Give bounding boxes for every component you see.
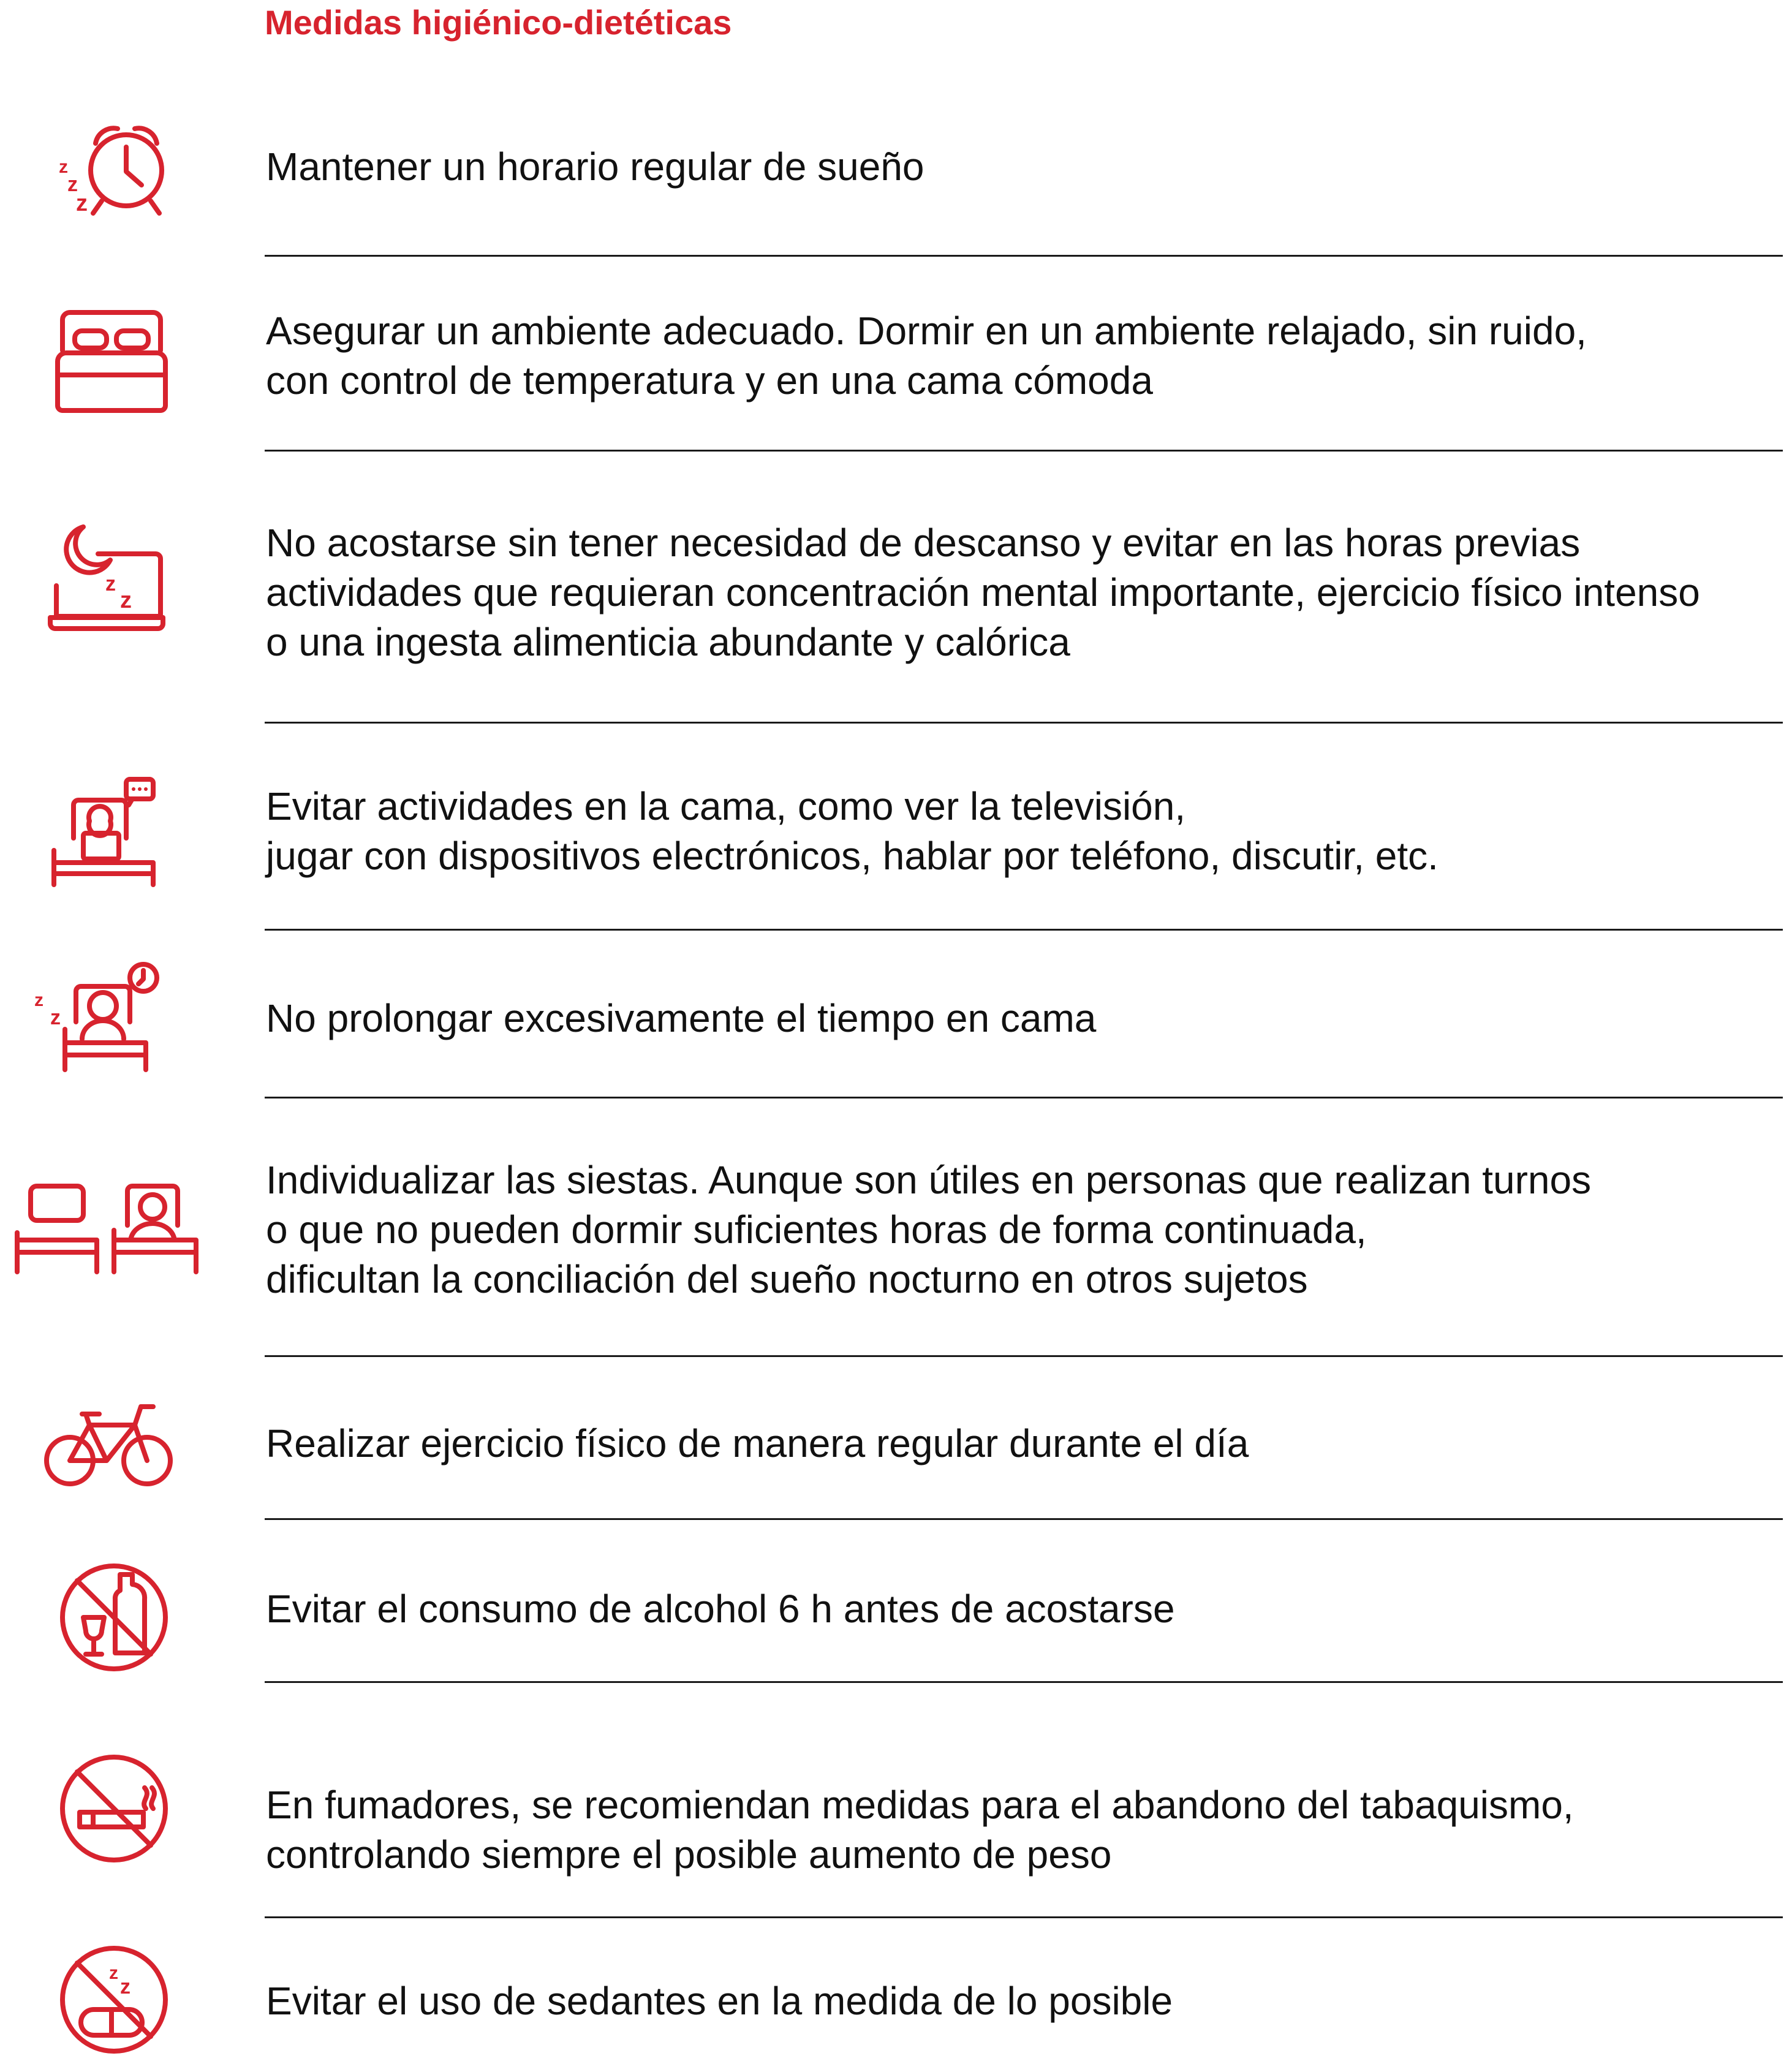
- svg-text:z: z: [67, 173, 78, 196]
- item-text-line: con control de temperatura y en una cama cómoda: [266, 358, 1153, 403]
- divider: [265, 1518, 1783, 1520]
- divider: [265, 1916, 1783, 1918]
- svg-text:z: z: [109, 1963, 118, 1983]
- divider: [265, 1681, 1783, 1683]
- item-text-line: No prolongar excesivamente el tiempo en cama: [266, 996, 1097, 1040]
- divider: [265, 929, 1783, 931]
- no-alcohol-icon: [59, 1562, 169, 1673]
- no-sedatives-icon: [59, 1945, 169, 2055]
- divider: [265, 1355, 1783, 1357]
- item-text-line: Asegurar un ambiente adecuado. Dormir en un ambiente relajado, sin ruido,: [266, 309, 1587, 353]
- laptop-moon-sleep-icon: [47, 524, 169, 635]
- alarm-clock-sleep-icon: [59, 123, 181, 227]
- item-text-line: Individualizar las siestas. Aunque son útiles en personas que realizan turnos: [266, 1158, 1592, 1202]
- item-text-line: Evitar el consumo de alcohol 6 h antes de acostarse: [266, 1587, 1175, 1631]
- item-text-line: Evitar actividades en la cama, como ver la televisión,: [266, 784, 1186, 828]
- svg-text:z: z: [34, 990, 43, 1010]
- item-text-line: controlando siempre el posible aumento de peso: [266, 1832, 1112, 1877]
- person-bed-clock-icon: [34, 962, 169, 1072]
- item-text-line: Realizar ejercicio físico de manera regular durante el día: [266, 1421, 1249, 1465]
- no-smoking-icon: [59, 1753, 169, 1864]
- item-text-line: o que no pueden dormir suficientes horas de forma continuada,: [266, 1208, 1367, 1252]
- bicycle-icon: [43, 1401, 178, 1492]
- svg-text:z: z: [59, 157, 68, 177]
- person-bed-laptop-icon: [49, 777, 165, 887]
- svg-text:z: z: [105, 572, 116, 596]
- item-text-line: Mantener un horario regular de sueño: [266, 145, 924, 189]
- item-text-line: jugar con dispositivos electrónicos, hablar por teléfono, discutir, etc.: [266, 834, 1439, 878]
- divider: [265, 722, 1783, 724]
- item-text-line: En fumadores, se recomiendan medidas para el abandono del tabaquismo,: [266, 1783, 1574, 1827]
- svg-text:z: z: [120, 1975, 130, 1998]
- divider: [265, 450, 1783, 452]
- svg-text:z: z: [50, 1006, 61, 1029]
- item-text-line: dificultan la conciliación del sueño nocturno en otros sujetos: [266, 1257, 1308, 1301]
- svg-text:z: z: [76, 191, 88, 216]
- item-text-line: o una ingesta alimenticia abundante y calórica: [266, 620, 1070, 664]
- beds-nap-icon: [12, 1179, 202, 1277]
- double-bed-icon: [50, 308, 173, 418]
- divider: [265, 255, 1783, 257]
- item-text-line: actividades que requieran concentración mental importante, ejercicio físico intenso: [266, 570, 1700, 614]
- item-text-line: Evitar el uso de sedantes en la medida de lo posible: [266, 1979, 1173, 2023]
- item-text-line: No acostarse sin tener necesidad de descanso y evitar en las horas previas: [266, 521, 1581, 565]
- divider: [265, 1097, 1783, 1098]
- page-title: Medidas higiénico-dietéticas: [265, 3, 732, 42]
- svg-text:z: z: [120, 588, 132, 613]
